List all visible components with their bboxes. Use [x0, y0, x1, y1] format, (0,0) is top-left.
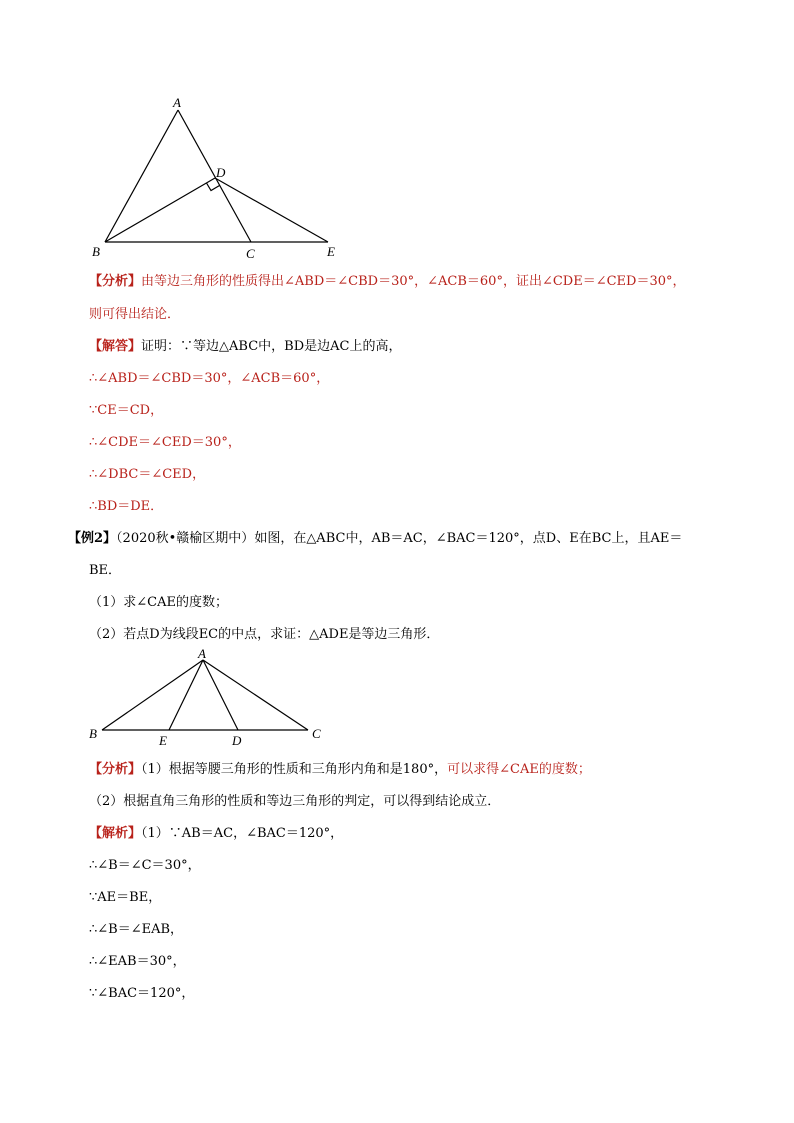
analysis-line-1	[89, 273, 686, 291]
answer-line-1	[89, 338, 401, 356]
question-1: （1）求∠CAE的度数；	[89, 595, 228, 610]
label-A: A	[198, 646, 206, 661]
e2-analysis-line-1	[89, 761, 591, 779]
e2-solution-step-5: ∵∠BAC＝120°，	[89, 986, 195, 1001]
figure-2-triangle	[82, 645, 342, 750]
example-2-line-1	[68, 530, 682, 548]
segment-AB	[102, 660, 203, 730]
e2-solution-text-1: （1）∵AB＝AC，∠BAC＝120°，	[141, 826, 344, 841]
segment-AD	[203, 660, 238, 730]
answer-text-1: 证明：∵等边△ABC中，BD是边AC上的高，	[141, 339, 402, 354]
label-C: C	[246, 246, 255, 261]
e2-solution-tag: 【解析】	[89, 826, 142, 841]
answer-step-4: ∴∠DBC＝∠CED，	[89, 467, 206, 482]
answer-step-2: ∵CE＝CD，	[89, 403, 164, 418]
segment-AE	[169, 660, 203, 730]
e2-analysis-tag: 【分析】	[89, 762, 142, 777]
answer-step-5: ∴BD＝DE．	[89, 499, 164, 514]
answer-step-1: ∴∠ABD＝∠CBD＝30°，∠ACB＝60°，	[89, 371, 330, 386]
e2-analysis-line-2: （2）根据直角三角形的性质和等边三角形的判定，可以得到结论成立．	[89, 794, 501, 809]
label-A: A	[173, 95, 181, 110]
label-C: C	[312, 726, 321, 741]
figure-1-triangle	[80, 95, 360, 265]
segment-AB	[105, 110, 178, 242]
e2-solution-step-2: ∵AE＝BE，	[89, 890, 162, 905]
segment-AC	[203, 660, 308, 730]
figure-1-svg	[80, 95, 360, 265]
segment-DE	[215, 178, 328, 242]
example-2-line-2: BE．	[89, 563, 122, 578]
segment-AC	[178, 110, 251, 242]
label-D: D	[232, 733, 242, 748]
analysis-text-1: 由等边三角形的性质得出∠ABD＝∠CBD＝30°，∠ACB＝60°，证出∠CDE＝∠CED＝30°，	[141, 274, 686, 289]
label-D: D	[216, 165, 226, 180]
e2-analysis-text-1b: 可以求得∠CAE的度数；	[447, 762, 591, 777]
answer-tag: 【解答】	[89, 339, 142, 354]
figure-2-svg	[82, 645, 342, 750]
segment-BD	[105, 178, 215, 242]
e2-solution-step-4: ∴∠EAB＝30°，	[89, 954, 186, 969]
label-E: E	[327, 244, 335, 259]
analysis-line-2: 则可得出结论．	[89, 307, 181, 322]
e2-solution-step-1: ∴∠B＝∠C＝30°，	[89, 858, 201, 873]
e2-analysis-text-1a: （1）根据等腰三角形的性质和三角形内角和是180°，	[141, 762, 448, 777]
e2-solution-line-1	[89, 825, 343, 843]
example-2-tag: 【例2】	[68, 531, 117, 546]
example-2-text-1: 如图，在△ABC中，AB＝AC，∠BAC＝120°，点D、E在BC上，且AE＝	[254, 531, 683, 546]
label-E: E	[159, 733, 167, 748]
e2-solution-step-3: ∴∠B＝∠EAB，	[89, 922, 184, 937]
label-B: B	[92, 244, 100, 259]
analysis-tag: 【分析】	[89, 274, 142, 289]
right-angle-mark	[207, 183, 220, 191]
question-2: （2）若点D为线段EC的中点，求证：△ADE是等边三角形．	[89, 627, 440, 642]
answer-step-3: ∴∠CDE＝∠CED＝30°，	[89, 435, 241, 450]
label-B: B	[89, 726, 97, 741]
example-2-source: （2020秋•赣榆区期中）	[116, 531, 255, 546]
